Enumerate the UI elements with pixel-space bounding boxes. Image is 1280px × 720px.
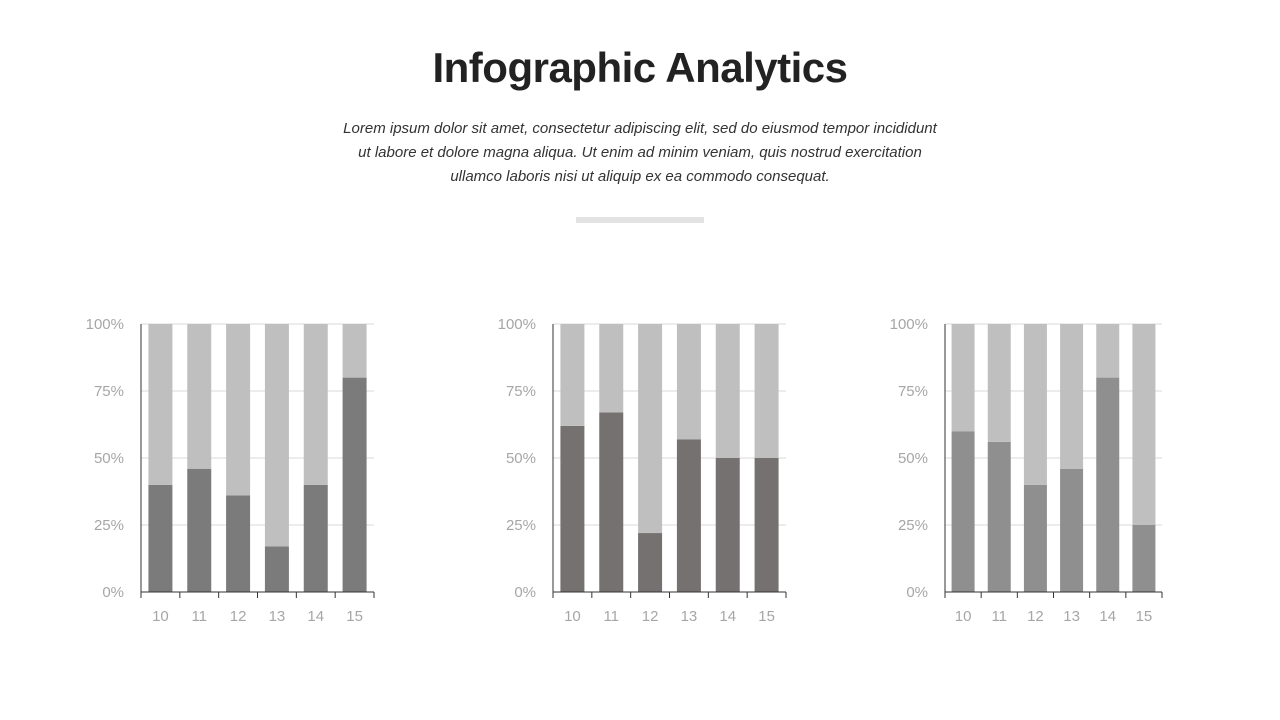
- bar-remainder: [304, 324, 328, 485]
- bar-remainder: [716, 324, 740, 458]
- bar-value: [148, 485, 172, 592]
- y-tick-label: 25%: [505, 517, 536, 534]
- bar-remainder: [1024, 324, 1047, 485]
- bar-remainder: [1132, 324, 1155, 525]
- x-tick-label: 15: [1135, 608, 1153, 625]
- bar-remainder: [226, 324, 250, 496]
- bar-remainder: [599, 324, 623, 412]
- y-tick-label: 75%: [93, 383, 124, 400]
- y-tick-label: 0%: [514, 584, 536, 601]
- x-tick-label: 13: [680, 608, 698, 625]
- bar-remainder: [343, 324, 367, 378]
- x-tick-label: 11: [603, 608, 620, 625]
- bar-value: [560, 426, 584, 592]
- bar-remainder: [755, 324, 779, 458]
- bar-remainder: [638, 324, 662, 533]
- y-tick-label: 25%: [93, 517, 124, 534]
- y-tick-label: 100%: [889, 316, 928, 333]
- x-tick-label: 12: [229, 608, 247, 625]
- x-tick-label: 13: [268, 608, 286, 625]
- y-tick-label: 75%: [897, 383, 928, 400]
- bar-value: [988, 442, 1011, 592]
- bar-remainder: [677, 324, 701, 439]
- bar-chart-1: [70, 300, 390, 640]
- y-tick-label: 75%: [505, 383, 536, 400]
- y-tick-label: 100%: [497, 316, 536, 333]
- bar-value: [304, 485, 328, 592]
- x-tick-label: 14: [307, 608, 325, 625]
- bar-chart-2: [484, 300, 804, 640]
- bar-value: [755, 458, 779, 592]
- bar-value: [1024, 485, 1047, 592]
- bar-value: [226, 496, 250, 592]
- bar-value: [952, 431, 975, 592]
- bar-remainder: [952, 324, 975, 431]
- x-tick-label: 11: [991, 608, 1008, 625]
- bar-value: [638, 533, 662, 592]
- bar-value: [1060, 469, 1083, 592]
- x-tick-label: 15: [346, 608, 363, 625]
- bar-remainder: [1096, 324, 1119, 378]
- bar-value: [343, 378, 367, 592]
- bar-remainder: [1060, 324, 1083, 469]
- bar-value: [265, 546, 289, 592]
- bar-value: [1096, 378, 1119, 592]
- x-tick-label: 15: [758, 608, 775, 625]
- bar-remainder: [560, 324, 584, 426]
- bar-remainder: [988, 324, 1011, 442]
- x-tick-label: 10: [152, 608, 169, 625]
- x-tick-label: 13: [1063, 608, 1080, 625]
- bar-remainder: [148, 324, 172, 485]
- x-tick-label: 10: [564, 608, 581, 625]
- y-tick-label: 25%: [897, 517, 928, 534]
- page-subtitle: Lorem ipsum dolor sit amet, consectetur adipiscing elit, sed do eiusmod tempor incididunt ut labore et dolore magna aliqua. Ut enim ad minim veniam, quis nostrud exercitation ullamco laboris nisi ut aliquip ex ea commodo consequat.: [343, 120, 937, 185]
- x-tick-label: 12: [641, 608, 659, 625]
- title-divider: [576, 217, 704, 223]
- y-tick-label: 50%: [897, 450, 928, 467]
- y-tick-label: 100%: [85, 316, 124, 333]
- bar-value: [1132, 525, 1155, 592]
- page-title: Infographic Analytics: [432, 44, 848, 91]
- bar-value: [187, 469, 211, 592]
- x-tick-label: 12: [1027, 608, 1044, 625]
- bar-remainder: [187, 324, 211, 469]
- bar-value: [677, 439, 701, 592]
- x-tick-label: 10: [954, 608, 972, 625]
- bar-remainder: [265, 324, 289, 546]
- x-tick-label: 11: [191, 608, 208, 625]
- x-tick-label: 14: [1099, 608, 1117, 625]
- y-tick-label: 50%: [505, 450, 536, 467]
- y-tick-label: 0%: [102, 584, 124, 601]
- bar-value: [716, 458, 740, 592]
- bar-value: [599, 412, 623, 592]
- y-tick-label: 50%: [93, 450, 124, 467]
- bar-chart-3: [874, 300, 1194, 640]
- y-tick-label: 0%: [906, 584, 928, 601]
- x-tick-label: 14: [719, 608, 737, 625]
